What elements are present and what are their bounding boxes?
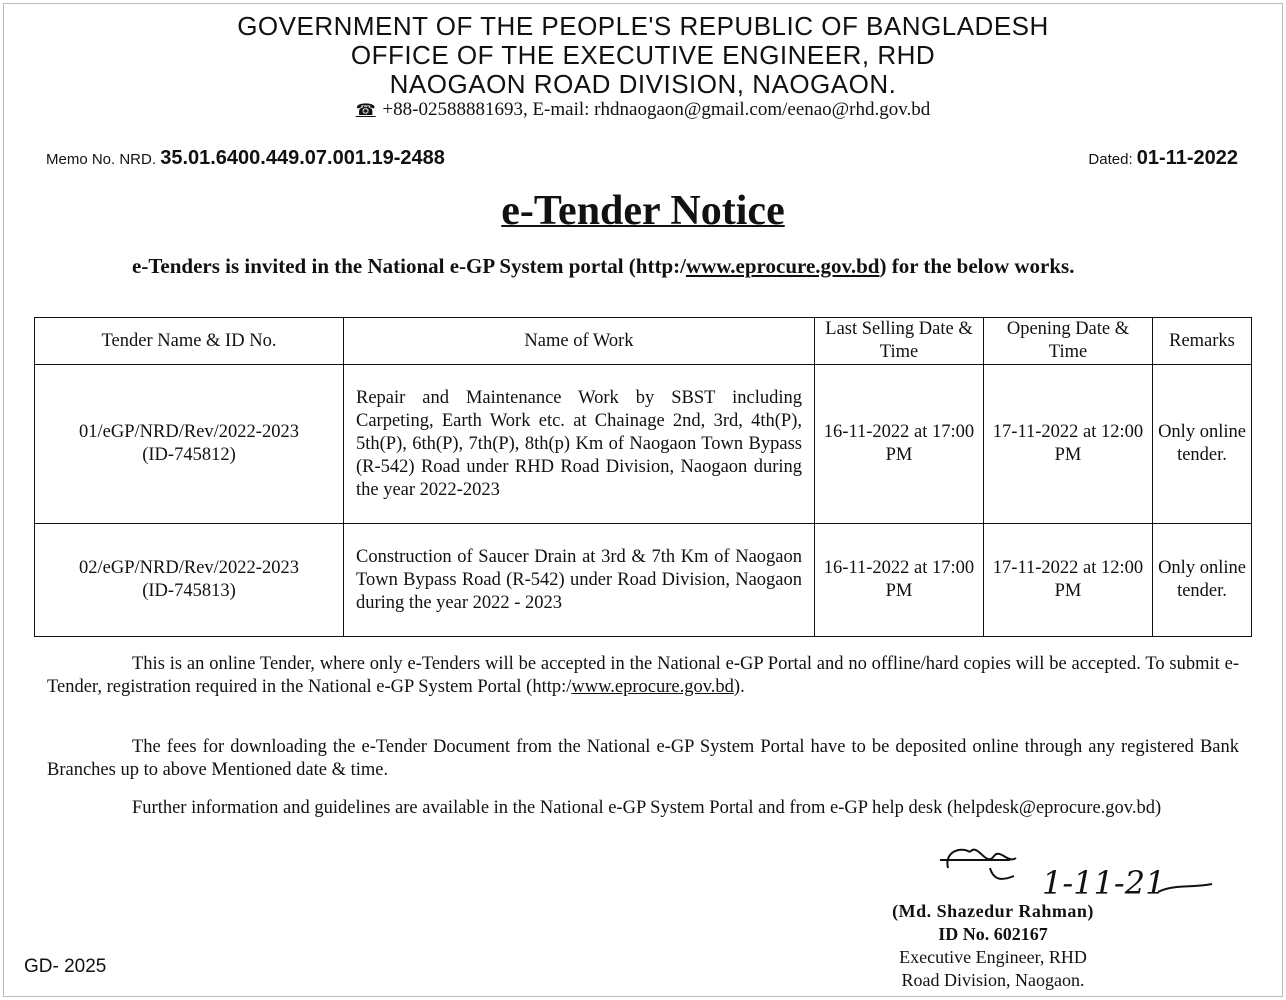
table-row [35, 524, 1252, 637]
signature-image [930, 838, 1220, 908]
table-header-row [35, 318, 1252, 365]
dated-value: 01-11-2022 [1136, 147, 1238, 169]
tender-name: 01/eGP/NRD/Rev/2022-2023 [79, 422, 299, 442]
p1-text-before: This is an online Tender, where only e-Tenders will be accepted in the National e-GP Portal and no offline/hard copies will be accepted. To submit e-Tender, registration required in the National e-GP System Portal (http:/ [47, 654, 1239, 697]
notice-title: e-Tender Notice [501, 188, 785, 234]
col-header-work: Name of Work [344, 318, 815, 365]
tender-id: (ID-745813) [142, 581, 236, 601]
remarks-cell: Only online tender. [1153, 365, 1252, 524]
gd-code: GD- 2025 [24, 956, 107, 977]
opening-cell: 17-11-2022 at 12:00 PM [984, 524, 1153, 637]
tender-id-cell [35, 365, 344, 524]
signatory-designation: Executive Engineer, RHD [899, 947, 1087, 967]
phone-icon: ☎ [355, 102, 376, 119]
last-selling-cell: 16-11-2022 at 17:00 PM [815, 365, 984, 524]
memo-date [1088, 147, 1238, 170]
signatory-office: Road Division, Naogaon. [901, 970, 1085, 990]
signature-block [838, 900, 1148, 992]
fees-paragraph [47, 736, 1239, 782]
col-header-remarks: Remarks [1153, 318, 1252, 365]
intro-text-before: e-Tenders is invited in the National e-GP System portal (http:/ [132, 254, 686, 278]
table-row [35, 365, 1252, 524]
header-line-office: OFFICE OF THE EXECUTIVE ENGINEER, RHD [350, 40, 936, 70]
signature-date: 1-11-21 [1042, 864, 1166, 902]
header-line-government: GOVERNMENT OF THE PEOPLE'S REPUBLIC OF BANGLADESH [237, 11, 1049, 41]
tender-name: 02/eGP/NRD/Rev/2022-2023 [79, 558, 299, 578]
intro-text-after: ) for the below works. [879, 254, 1075, 278]
eprocure-link[interactable]: www.eprocure.gov.bd [685, 254, 880, 278]
header-line-division: NAOGAON ROAD DIVISION, NAOGAON. [389, 69, 897, 99]
helpdesk-paragraph [47, 797, 1239, 820]
tender-table [34, 317, 1252, 637]
tender-id: (ID-745812) [142, 445, 236, 465]
col-header-opening: Opening Date & Time [984, 318, 1153, 365]
last-selling-cell: 16-11-2022 at 17:00 PM [815, 524, 984, 637]
col-header-tender: Tender Name & ID No. [35, 318, 344, 365]
memo-value: 35.01.6400.449.07.001.19-2488 [160, 147, 445, 169]
p3-text: Further information and guidelines are available in the National e-GP System Portal and from e-GP help desk (helpdesk@eprocure.gov.bd) [132, 798, 1162, 818]
memo-number [46, 147, 445, 170]
contact-line [0, 99, 1286, 121]
p2-text: The fees for downloading the e-Tender Document from the National e-GP System Portal have to be deposited online through any registered Bank Branches up to above Mentioned date & time. [47, 737, 1239, 780]
tender-id-cell [35, 524, 344, 637]
remarks-cell: Only online tender. [1153, 524, 1252, 637]
opening-cell: 17-11-2022 at 12:00 PM [984, 365, 1153, 524]
contact-text: +88-02588881693, E-mail: rhdnaogaon@gmail.com/eenao@rhd.gov.bd [382, 99, 931, 120]
intro-paragraph [47, 252, 1239, 281]
p1-text-after: ). [733, 677, 745, 697]
online-tender-paragraph [47, 653, 1239, 699]
work-cell: Construction of Saucer Drain at 3rd & 7th Km of Naogaon Town Bypass Road (R-542) under Road Division, Naogaon during the year 2022 - 2023 [344, 524, 815, 637]
memo-label: Memo No. NRD. [46, 151, 157, 168]
signatory-id: ID No. 602167 [938, 924, 1048, 944]
signatory-name: (Md. Shazedur Rahman) [892, 901, 1094, 921]
work-cell: Repair and Maintenance Work by SBST including Carpeting, Earth Work etc. at Chainage 2nd, 3rd, 4th(P), 5th(P), 6th(P), 7th(P), 8th(p) Km of Naogaon Town Bypass (R-542) Road under RHD Road Division, Naogaon during the year 2022-2023 [344, 365, 815, 524]
eprocure-link[interactable]: www.eprocure.gov.bd [571, 677, 734, 697]
col-header-last-selling: Last Selling Date & Time [815, 318, 984, 365]
dated-label: Dated: [1088, 151, 1133, 168]
